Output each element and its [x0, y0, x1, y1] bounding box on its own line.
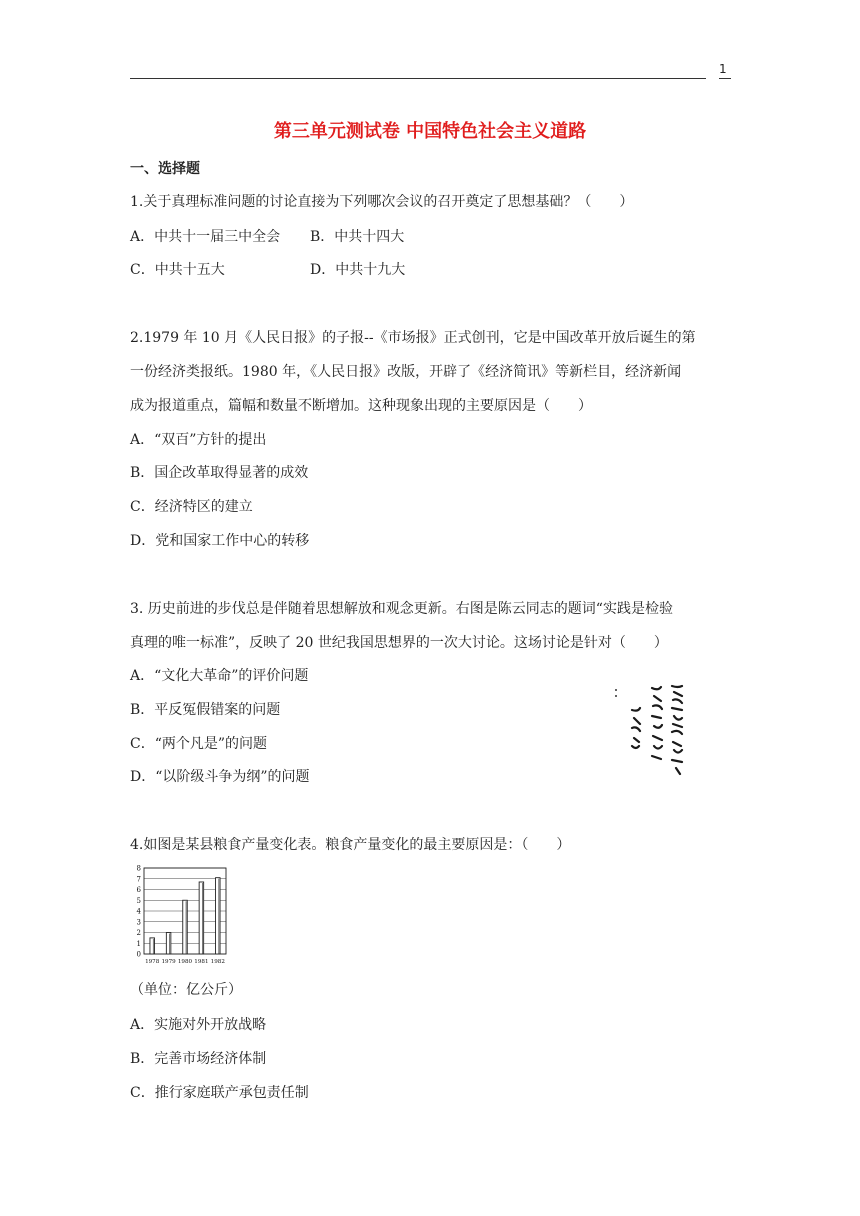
q3-option-a: A．“文化大革命”的评价问题 — [130, 668, 309, 684]
x-tick-label: 1979 — [161, 959, 176, 965]
header-rule — [130, 78, 706, 79]
q4-option-c: C．推行家庭联产承包责任制 — [130, 1085, 309, 1101]
q3-option-b: B．平反冤假错案的问题 — [130, 702, 281, 718]
q1-stem: 1.关于真理标准问题的讨论直接为下列哪次会议的召开奠定了思想基础？（ ） — [130, 194, 634, 210]
bar — [166, 933, 171, 955]
q3-stem-line-2: 真理的唯一标准”，反映了 20 世纪我国思想界的一次大讨论。这场讨论是针对（ ） — [130, 635, 668, 651]
q1-option-c: C．中共十五大 — [130, 262, 225, 278]
q2-option-b: B．国企改革取得显著的成效 — [130, 465, 309, 481]
page-title: 第三单元测试卷 中国特色社会主义道路 — [273, 121, 587, 142]
bar — [199, 882, 204, 954]
q2-stem-line-2: 一份经济类报纸。1980 年，《人民日报》改版，开辟了《经济简讯》等新栏目，经济新闻 — [130, 364, 682, 380]
q2-option-c: C．经济特区的建立 — [130, 499, 253, 515]
q2-option-a: A．“双百”方针的提出 — [130, 432, 267, 448]
x-tick-label: 1980 — [177, 959, 193, 965]
q1-option-a: A．中共十一届三中全会 — [130, 229, 281, 245]
grain-output-bar-chart — [130, 862, 230, 970]
q2-stem-line-3: 成为报道重点，篇幅和数量不断增加。这种现象出现的主要原因是（ ） — [130, 398, 592, 414]
page-number-rule — [719, 78, 731, 79]
q3-stem-line-1: 3. 历史前进的步伐总是伴随着思想解放和观念更新。右图是陈云同志的题词“实践是检验 — [130, 601, 673, 617]
section-heading: 一、选择题 — [130, 161, 200, 177]
y-tick-label: 2 — [136, 929, 141, 937]
x-tick-label: 1978 — [145, 959, 160, 965]
bar — [150, 938, 155, 954]
bar — [183, 900, 188, 954]
q2-stem-line-1: 2.1979 年 10 月《人民日报》的子报--《市场报》正式创刊，它是中国改革开放后诞生的第 — [130, 330, 696, 346]
y-tick-label: 3 — [136, 918, 141, 927]
y-tick-label: 0 — [136, 950, 141, 959]
y-tick-label: 5 — [136, 896, 141, 905]
q4-unit-note: （单位：亿公斤） — [130, 982, 242, 998]
page-number: 1 — [719, 62, 727, 76]
calligraphy-image — [610, 680, 690, 790]
q3-option-d: D．“以阶级斗争为纲”的问题 — [130, 769, 310, 785]
y-tick-label: 8 — [136, 864, 141, 873]
q4-option-a: A．实施对外开放战略 — [130, 1017, 267, 1033]
y-tick-label: 4 — [136, 907, 141, 916]
q4-option-b: B．完善市场经济体制 — [130, 1051, 267, 1067]
q3-option-c: C．“两个凡是”的问题 — [130, 736, 268, 752]
q1-option-b: B．中共十四大 — [310, 229, 405, 245]
x-tick-label: 1981 — [194, 959, 209, 965]
x-tick-label: 1982 — [210, 959, 225, 965]
y-tick-label: 7 — [136, 875, 141, 884]
q2-option-d: D．党和国家工作中心的转移 — [130, 533, 310, 549]
q4-stem: 4.如图是某县粮食产量变化表。粮食产量变化的最主要原因是：（ ） — [130, 837, 571, 853]
q1-option-d: D．中共十九大 — [310, 262, 406, 278]
y-tick-label: 6 — [136, 886, 141, 894]
bar — [216, 878, 221, 954]
y-tick-label: 1 — [136, 939, 141, 948]
